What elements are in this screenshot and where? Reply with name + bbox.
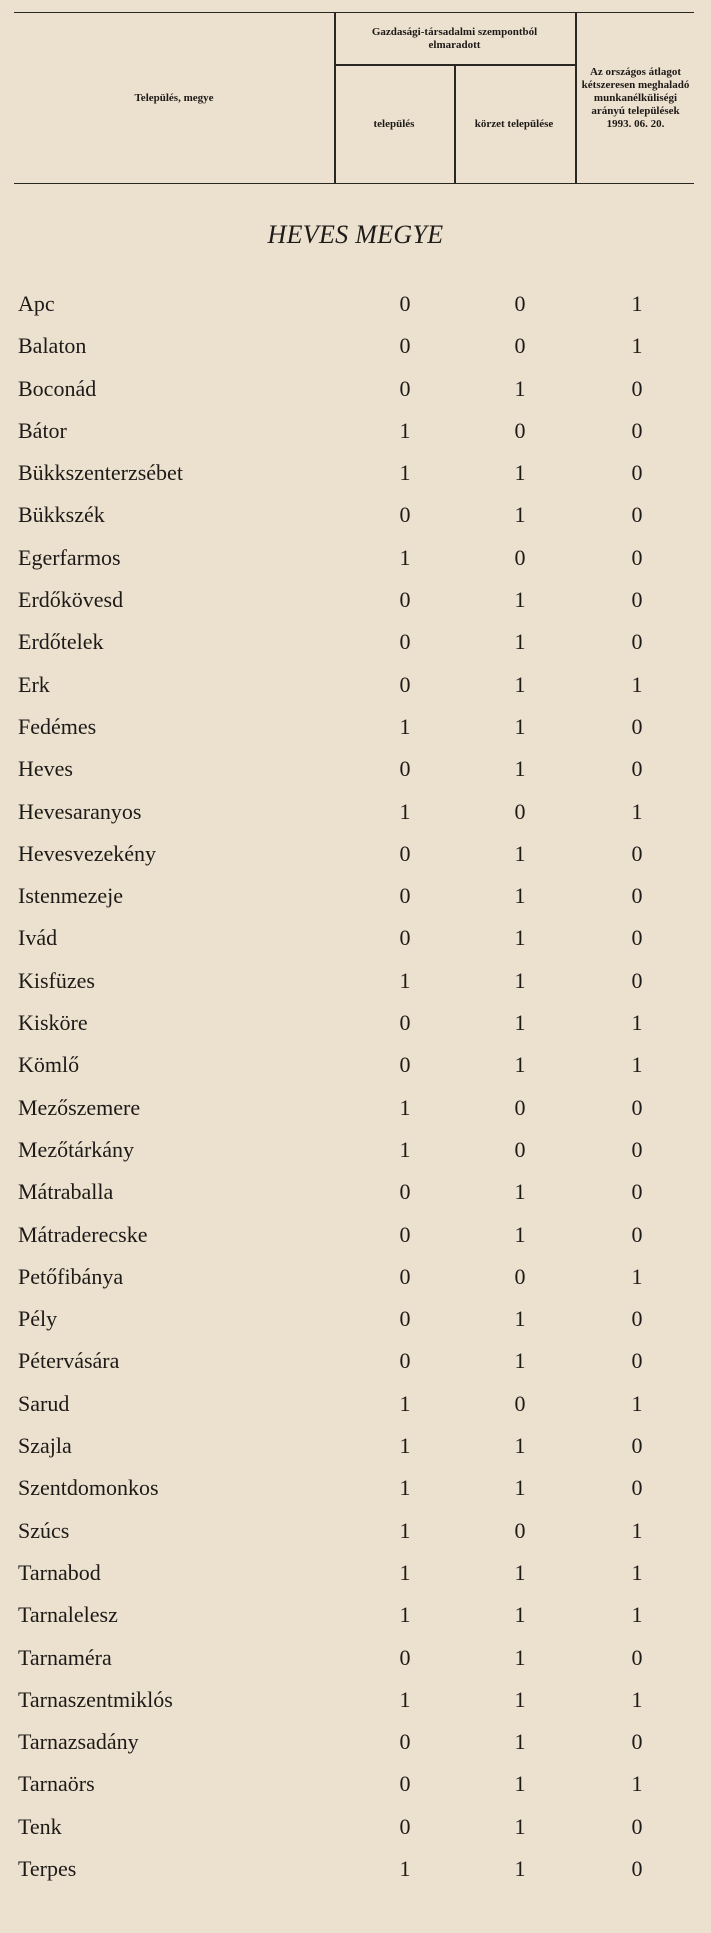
village-flag: 0	[399, 1813, 411, 1839]
table-row	[0, 1679, 711, 1721]
unemployment-flag: 0	[631, 1729, 643, 1755]
village-flag: 1	[399, 1559, 411, 1585]
district-flag: 1	[514, 671, 526, 697]
village-flag: 1	[399, 1602, 411, 1628]
table-row	[0, 706, 711, 748]
settlement-name: Bükkszék	[18, 502, 105, 528]
district-flag: 0	[514, 1517, 526, 1543]
unemployment-flag: 0	[631, 1348, 643, 1374]
unemployment-flag: 0	[631, 1306, 643, 1332]
settlement-name: Mezőszemere	[18, 1094, 141, 1120]
district-flag: 1	[514, 375, 526, 401]
settlement-name: Kisköre	[18, 1010, 88, 1036]
unemployment-flag: 0	[631, 756, 643, 782]
village-flag: 1	[399, 1517, 411, 1543]
district-flag: 1	[514, 629, 526, 655]
settlement-name: Kisfüzes	[18, 967, 95, 993]
unemployment-flag: 1	[631, 1010, 643, 1036]
settlement-name: Tarnalelesz	[18, 1602, 118, 1628]
settlement-name: Mátraballa	[18, 1179, 114, 1205]
table-row	[0, 833, 711, 875]
district-flag: 1	[514, 883, 526, 909]
district-flag: 1	[514, 967, 526, 993]
settlement-name: Erk	[18, 671, 50, 697]
table-row	[0, 368, 711, 410]
village-flag: 1	[399, 417, 411, 443]
district-flag: 1	[514, 1729, 526, 1755]
unemployment-flag: 0	[631, 1813, 643, 1839]
table-row	[0, 1594, 711, 1636]
settlement-name: Kömlő	[18, 1052, 80, 1078]
table-header	[14, 12, 694, 184]
village-flag: 0	[399, 587, 411, 613]
settlement-name: Sarud	[18, 1390, 70, 1416]
district-flag: 1	[514, 587, 526, 613]
table-row	[0, 1425, 711, 1467]
settlement-name: Szajla	[18, 1433, 72, 1459]
district-flag: 1	[514, 1475, 526, 1501]
table-row	[0, 917, 711, 959]
unemployment-flag: 0	[631, 587, 643, 613]
village-flag: 0	[399, 1644, 411, 1670]
settlement-name: Tarnaméra	[18, 1644, 112, 1670]
village-flag: 1	[399, 1390, 411, 1416]
unemployment-flag: 0	[631, 1221, 643, 1247]
district-flag: 1	[514, 1010, 526, 1036]
unemployment-flag: 1	[631, 1517, 643, 1543]
district-flag: 1	[514, 1306, 526, 1332]
table-row	[0, 1763, 711, 1805]
table-row	[0, 1721, 711, 1763]
table-row	[0, 537, 711, 579]
unemployment-flag: 0	[631, 1855, 643, 1881]
settlement-name: Szúcs	[18, 1517, 70, 1543]
settlement-name: Erdőtelek	[18, 629, 104, 655]
district-flag: 0	[514, 417, 526, 443]
district-flag: 0	[514, 1094, 526, 1120]
settlement-name: Bükkszenterzsébet	[18, 460, 183, 486]
unemployment-flag: 0	[631, 925, 643, 951]
table-row	[0, 1129, 711, 1171]
settlement-name: Fedémes	[18, 713, 97, 739]
table-row	[0, 1044, 711, 1086]
settlement-name: Egerfarmos	[18, 544, 121, 570]
settlement-name: Tarnaörs	[18, 1771, 95, 1797]
unemployment-flag: 0	[631, 544, 643, 570]
table-row	[0, 748, 711, 790]
unemployment-flag: 1	[631, 1052, 643, 1078]
unemployment-flag: 0	[631, 713, 643, 739]
unemployment-flag: 1	[631, 333, 643, 359]
village-flag: 1	[399, 1475, 411, 1501]
district-flag: 0	[514, 1390, 526, 1416]
table-row	[0, 791, 711, 833]
village-flag: 1	[399, 798, 411, 824]
unemployment-flag: 0	[631, 1179, 643, 1205]
table-row	[0, 1002, 711, 1044]
table-row	[0, 1848, 711, 1890]
table-row	[0, 1383, 711, 1425]
unemployment-flag: 0	[631, 1136, 643, 1162]
table-row	[0, 325, 711, 367]
village-flag: 0	[399, 1771, 411, 1797]
district-flag: 1	[514, 756, 526, 782]
settlement-name: Tenk	[18, 1813, 62, 1839]
unemployment-flag: 0	[631, 1644, 643, 1670]
village-flag: 1	[399, 1855, 411, 1881]
village-flag: 1	[399, 1094, 411, 1120]
unemployment-flag: 0	[631, 502, 643, 528]
header-divider	[575, 13, 577, 183]
settlement-name: Tarnabod	[18, 1559, 101, 1585]
village-flag: 0	[399, 883, 411, 909]
village-flag: 0	[399, 1052, 411, 1078]
table-row	[0, 664, 711, 706]
unemployment-flag: 0	[631, 460, 643, 486]
village-flag: 0	[399, 1263, 411, 1289]
district-flag: 1	[514, 1179, 526, 1205]
header-divider	[454, 65, 456, 183]
table-row	[0, 875, 711, 917]
district-flag: 1	[514, 1686, 526, 1712]
settlement-name: Boconád	[18, 375, 97, 401]
settlement-name: Tarnaszentmiklós	[18, 1686, 173, 1712]
village-flag: 0	[399, 840, 411, 866]
table-row	[0, 1340, 711, 1382]
district-flag: 0	[514, 291, 526, 316]
table-row	[0, 452, 711, 494]
unemployment-flag: 0	[631, 629, 643, 655]
district-flag: 1	[514, 1855, 526, 1881]
unemployment-flag: 1	[631, 1559, 643, 1585]
village-flag: 0	[399, 756, 411, 782]
unemployment-flag: 0	[631, 967, 643, 993]
unemployment-flag: 1	[631, 798, 643, 824]
table-row	[0, 494, 711, 536]
table-row	[0, 1552, 711, 1594]
district-flag: 1	[514, 1052, 526, 1078]
unemployment-flag: 0	[631, 375, 643, 401]
settlement-name: Balaton	[18, 333, 87, 359]
table-row	[0, 1087, 711, 1129]
district-flag: 1	[514, 460, 526, 486]
village-flag: 0	[399, 629, 411, 655]
settlement-name: Mezőtárkány	[18, 1136, 135, 1162]
settlement-name: Szentdomonkos	[18, 1475, 159, 1501]
header-group-label: Gazdasági-társadalmi szempontból elmaradott	[371, 25, 538, 51]
district-flag: 0	[514, 544, 526, 570]
table-row	[0, 410, 711, 452]
header-village: település	[373, 117, 415, 130]
village-flag: 0	[399, 1179, 411, 1205]
settlement-name: Terpes	[18, 1855, 77, 1881]
header-settlement: Település, megye	[134, 91, 214, 104]
table-row	[0, 283, 711, 325]
table-row	[0, 1256, 711, 1298]
district-flag: 1	[514, 925, 526, 951]
settlement-name: Bátor	[18, 417, 67, 443]
settlement-name: Ivád	[18, 925, 58, 951]
settlement-name: Erdőkövesd	[18, 587, 124, 613]
unemployment-flag: 0	[631, 840, 643, 866]
district-flag: 1	[514, 713, 526, 739]
village-flag: 0	[399, 375, 411, 401]
district-flag: 1	[514, 1221, 526, 1247]
village-flag: 1	[399, 1136, 411, 1162]
district-flag: 1	[514, 1644, 526, 1670]
village-flag: 0	[399, 1306, 411, 1332]
village-flag: 0	[399, 1221, 411, 1247]
village-flag: 1	[399, 713, 411, 739]
village-flag: 1	[399, 1686, 411, 1712]
district-flag: 1	[514, 502, 526, 528]
table-row	[0, 960, 711, 1002]
header-unemployment: Az országos átlagot kétszeresen meghaladó munkanélküliségi arányú települések 1993. 06. 20.	[581, 65, 690, 130]
table-row	[0, 621, 711, 663]
district-flag: 0	[514, 1263, 526, 1289]
table-row	[0, 1214, 711, 1256]
table-row	[0, 1298, 711, 1340]
village-flag: 0	[399, 671, 411, 697]
village-flag: 0	[399, 1348, 411, 1374]
district-flag: 0	[514, 798, 526, 824]
section-title: HEVES MEGYE	[267, 220, 444, 249]
unemployment-flag: 1	[631, 671, 643, 697]
table-row	[0, 1510, 711, 1552]
district-flag: 0	[514, 333, 526, 359]
unemployment-flag: 0	[631, 883, 643, 909]
village-flag: 0	[399, 333, 411, 359]
unemployment-flag: 0	[631, 417, 643, 443]
unemployment-flag: 0	[631, 1433, 643, 1459]
unemployment-flag: 1	[631, 1390, 643, 1416]
table-row	[0, 1171, 711, 1213]
district-flag: 1	[514, 1602, 526, 1628]
table-row	[0, 1467, 711, 1509]
header-district: körzet települése	[474, 117, 554, 130]
settlement-name: Istenmezeje	[18, 883, 124, 909]
unemployment-flag: 1	[631, 291, 643, 316]
settlement-name: Pétervására	[18, 1348, 120, 1374]
settlement-name: Apc	[18, 291, 55, 316]
unemployment-flag: 1	[631, 1602, 643, 1628]
village-flag: 0	[399, 1729, 411, 1755]
table-row	[0, 579, 711, 621]
settlement-name: Hevesaranyos	[18, 798, 142, 824]
settlement-name: Hevesvezekény	[18, 840, 157, 866]
district-flag: 0	[514, 1136, 526, 1162]
village-flag: 0	[399, 1010, 411, 1036]
unemployment-flag: 0	[631, 1094, 643, 1120]
village-flag: 1	[399, 1433, 411, 1459]
district-flag: 1	[514, 1433, 526, 1459]
district-flag: 1	[514, 840, 526, 866]
settlement-name: Petőfibánya	[18, 1263, 124, 1289]
settlement-name: Mátraderecske	[18, 1221, 148, 1247]
village-flag: 0	[399, 925, 411, 951]
settlement-list	[0, 283, 711, 1890]
unemployment-flag: 1	[631, 1686, 643, 1712]
village-flag: 1	[399, 544, 411, 570]
unemployment-flag: 1	[631, 1263, 643, 1289]
village-flag: 0	[399, 502, 411, 528]
table-row	[0, 1806, 711, 1848]
district-flag: 1	[514, 1771, 526, 1797]
unemployment-flag: 1	[631, 1771, 643, 1797]
settlement-name: Heves	[18, 756, 73, 782]
village-flag: 1	[399, 967, 411, 993]
district-flag: 1	[514, 1813, 526, 1839]
settlement-name: Tarnazsadány	[18, 1729, 139, 1755]
unemployment-flag: 0	[631, 1475, 643, 1501]
table-row	[0, 1637, 711, 1679]
settlement-name: Pély	[18, 1306, 58, 1332]
village-flag: 0	[399, 291, 411, 316]
village-flag: 1	[399, 460, 411, 486]
district-flag: 1	[514, 1559, 526, 1585]
district-flag: 1	[514, 1348, 526, 1374]
